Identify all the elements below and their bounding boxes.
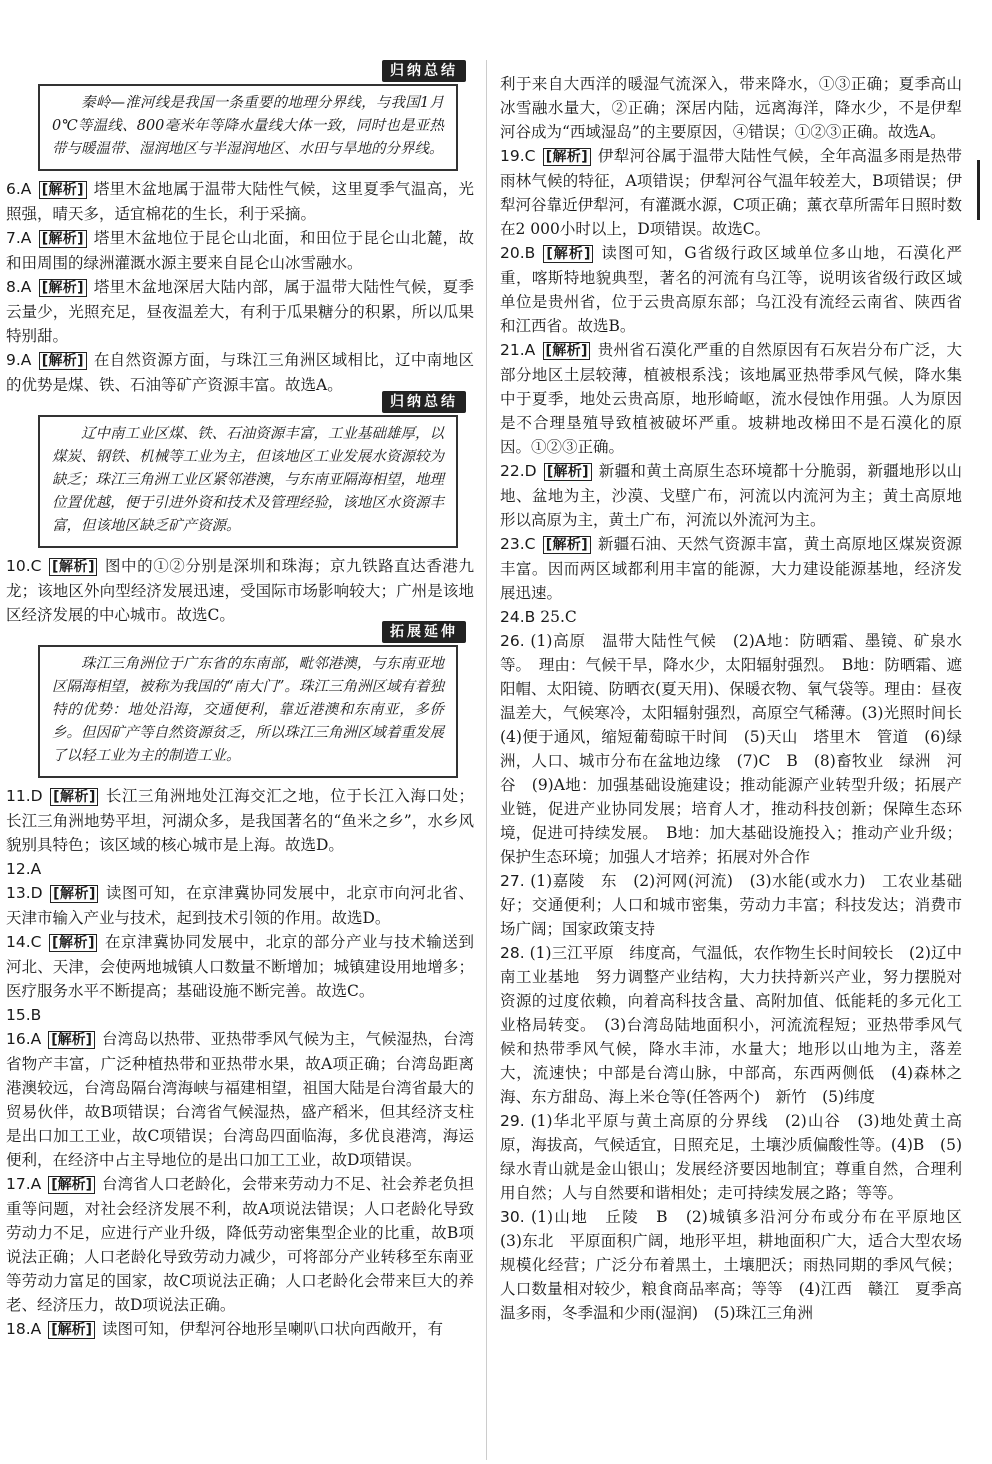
answer-number: 20.B (500, 244, 536, 262)
answer-entry (6, 784, 474, 857)
answer-text: 伊犁河谷属于温带大陆性气候，全年高温多雨是热带雨林气候的特征，A项错误；伊犁河谷气温年较差大，B项错误；伊犁河谷靠近伊犁河，有灌溉水源，C项正确；薰衣草所需年日照时数在2 000小时以上，D项错误。故选C。 (500, 147, 962, 238)
answer-text: 25.C (540, 608, 577, 626)
answer-number: 19.C (500, 147, 536, 165)
analysis-tag: [解析] (39, 181, 87, 199)
analysis-tag: [解析] (50, 885, 98, 903)
answer-list-a (6, 177, 474, 397)
answer-number: 12.A (6, 860, 42, 878)
box-text: 秦岭—淮河线是我国一条重要的地理分界线，与我国1月0℃等温线、800毫米年等降水量线大体一致，同时也是亚热带与暖温带、湿润地区与半湿润地区、水田与旱地的分界线。 (38, 84, 458, 171)
answer-text: 在京津冀协同发展中，北京的部分产业与技术输送到河北、天津，会使两地城镇人口数量不断增加；城镇建设用地增多；医疗服务水平不断提高；基础设施不断完善。故选C。 (6, 933, 474, 1000)
answer-list-c (6, 784, 474, 1342)
answer-entry (6, 1172, 474, 1317)
answer-entry (500, 72, 962, 144)
answer-text: 读图可知，在京津冀协同发展中，北京市向河北省、天津市输入产业与技术，起到技术引领的作用。故选D。 (6, 884, 475, 927)
answer-entry (500, 144, 962, 241)
answer-entry (6, 857, 474, 881)
left-column (6, 63, 475, 1342)
analysis-tag: [解析] (50, 788, 98, 806)
answer-text: 利于来自大西洋的暖湿气流深入，带来降水，①③正确；夏季高山冰雪融水量大，②正确；深居内陆，远离海洋，降水少，不是伊犁河谷成为“西域湿岛”的主要原因，④错误；①②③正确。故选A。 (500, 75, 962, 141)
answer-entry (6, 177, 474, 226)
analysis-tag: [解析] (543, 245, 593, 263)
answer-number: 11.D (6, 787, 43, 805)
answer-entry (6, 881, 474, 930)
answer-text: 图中的①②分别是深圳和珠海；京九铁路直达香港九龙；该地区外向型经济发展迅速，受国际市场影响较大；广州是该地区经济发展的中心城市。故选C。 (6, 557, 474, 624)
answer-entry (6, 275, 474, 348)
answer-entry (500, 241, 962, 338)
answer-number: 28. (500, 944, 525, 962)
box-heading: 归纳总结 (382, 391, 466, 413)
analysis-tag: [解析] (49, 934, 98, 952)
answer-entry (6, 348, 474, 397)
answer-entry (6, 1317, 474, 1342)
analysis-tag: [解析] (39, 279, 87, 297)
analysis-tag: [解析] (39, 352, 87, 370)
answer-entry (6, 1027, 474, 1172)
right-column (500, 72, 978, 1325)
answer-text: 长江三角洲地处江海交汇之地，位于长江入海口处；长江三角洲地势平坦，河湖众多，是我国著名的“鱼米之乡”，水乡风貌别具特色；该区域的核心城市是上海。故选D。 (6, 787, 475, 854)
answer-text: 塔里木盆地位于昆仑山北面，和田位于昆仑山北麓，故和田周围的绿洲灌溉水源主要来自昆仑山冰雪融水。 (6, 229, 474, 272)
box-heading: 拓展延伸 (382, 621, 466, 643)
answer-number: 30. (500, 1208, 525, 1226)
answer-entry (500, 941, 962, 1109)
analysis-tag: [解析] (48, 1176, 95, 1194)
analysis-tag: [解析] (543, 148, 591, 166)
answer-text: 新疆石油、天然气资源丰富，黄土高原地区煤炭资源丰富。因而两区域都利用丰富的能源，大力建设能源基地，经济发展迅速。 (500, 535, 962, 602)
analysis-tag: [解析] (48, 1321, 95, 1339)
answer-entry (6, 1003, 474, 1027)
answer-text: (1)山地 丘陵 B (2)城镇多沿河分布或分布在平原地区 (3)东北 平原面积广阔，地形平坦，耕地面积广大，适合大型农场规模化经营；广泛分布着黑土，土壤肥沃；雨热同期的季风气候；人口数量相对较少，粮食商品率高；等等 (4)江西 赣江 夏季高温多雨，冬季温和少雨(湿润) (5)珠江三角洲 (500, 1208, 978, 1322)
answer-number: 21.A (500, 341, 536, 359)
answer-number: 17.A (6, 1175, 42, 1193)
answer-text: 读图可知，G省级行政区域单位多山地，石漠化严重，喀斯特地貌典型，著名的河流有乌江等，说明该省级行政区域单位是贵州省，位于云贵高原东部；乌江没有流经云南省、陕西省和江西省。故选B。 (500, 244, 962, 335)
answer-text: 读图可知，伊犁河谷地形呈喇叭口状向西敞开，有 (101, 1320, 443, 1338)
analysis-tag: [解析] (48, 1031, 95, 1049)
answer-text: (1)嘉陵 东 (2)河网(河流) (3)水能(或水力) 工农业基础好；交通便利；人口和城市密集，劳动力丰富；科技发达；消费市场广阔；国家政策支持 (500, 872, 962, 938)
answer-number: 29. (500, 1112, 525, 1130)
answer-entry (500, 1205, 978, 1325)
answer-number: 26. (500, 632, 525, 650)
answer-number: 8.A (6, 278, 32, 296)
answer-entry (6, 554, 474, 627)
answer-number: 9.A (6, 351, 32, 369)
answer-text: 在自然资源方面，与珠江三角洲区域相比，辽中南地区的优势是煤、铁、石油等矿产资源丰富。故选A。 (6, 351, 474, 394)
answer-entry (500, 459, 962, 532)
answer-text: (1)三江平原 纬度高，气温低，农作物生长时间较长 (2)辽中南工业基地 努力调整产业结构，大力扶持新兴产业，努力摆脱对资源的过度依赖，向着高科技含量、高附加值、低能耗的多元化工业格局转变。 (3)台湾岛陆地面积小，河流流程短；亚热带季风气候和热带季风气候，降水丰沛，水量大；地形以山地为主，落差大，流速快；中部是台湾山脉，中部高，东西两侧低 (4)森林之海、东方甜岛、海上米仓等(任答两个) 新竹 (5)纬度 (500, 944, 962, 1106)
answer-text: 塔里木盆地属于温带大陆性气候，这里夏季气温高，光照强，晴天多，适宜棉花的生长，利于采摘。 (6, 180, 474, 223)
answer-entry (500, 1109, 962, 1205)
answer-entry (6, 226, 474, 275)
extension-box (38, 624, 458, 778)
answer-number: 7.A (6, 229, 32, 247)
answer-entry (500, 338, 962, 459)
answer-number: 16.A (6, 1030, 42, 1048)
answer-entry (6, 930, 474, 1003)
answer-text: 塔里木盆地深居大陆内部，属于温带大陆性气候，夏季云量少，光照充足，昼夜温差大，有利于瓜果糖分的积累，所以瓜果特别甜。 (6, 278, 474, 345)
answer-entry (500, 605, 962, 629)
box-text: 珠江三角洲位于广东省的东南部，毗邻港澳，与东南亚地区隔海相望，被称为我国的“南大门”。珠江三角洲区域有着独特的优势：地处沿海，交通便利，靠近港澳和东南亚，多侨乡。但因矿产等自然资源贫乏，所以珠江三角洲区域着重发展了以轻工业为主的制造工业。 (38, 645, 458, 778)
answer-entry (500, 532, 962, 605)
answer-number: 22.D (500, 462, 537, 480)
column-divider (486, 60, 487, 1460)
answer-number: 14.C (6, 933, 42, 951)
answer-text: (1)华北平原与黄土高原的分界线 (2)山谷 (3)地处黄土高原，海拔高，气候适宜，日照充足，土壤沙质偏酸性等。(4)B (5)绿水青山就是金山银山；发展经济要因地制宜；尊重自然，合理利用自然；人与自然要和谐相处；走可持续发展之路；等等。 (500, 1112, 962, 1202)
answer-number: 18.A (6, 1320, 42, 1338)
page-edge-mark (977, 160, 992, 220)
answer-number: 24.B (500, 608, 536, 626)
answer-text: 台湾岛以热带、亚热带季风气候为主，气候湿热，台湾省物产丰富，广泛种植热带和亚热带水果，故A项正确；台湾岛距离港澳较远，台湾岛隔台湾海峡与福建相望，祖国大陆是台湾省最大的贸易伙伴，故B项错误；台湾省气候湿热，盛产稻米，但其经济支柱是出口加工工业，故C项错误；台湾岛四面临海，多优良港湾，海运便利，在经济中占主导地位的是出口加工工业，故D项错误。 (6, 1030, 474, 1169)
box-heading: 归纳总结 (382, 60, 466, 82)
analysis-tag: [解析] (543, 342, 591, 360)
answer-text: 新疆和黄土高原生态环境都十分脆弱，新疆地形以山地、盆地为主，沙漠、戈壁广布，河流以内流河为主；黄土高原地形以高原为主，黄土广布，河流以外流河为主。 (500, 462, 962, 529)
answer-number: 10.C (6, 557, 42, 575)
analysis-tag: [解析] (49, 558, 98, 576)
answer-text: 贵州省石漠化严重的自然原因有石灰岩分布广泛，大部分地区土层较薄，植被根系浅；该地属亚热带季风气候，降水集中于夏季，地处云贵高原，地形崎岖，流水侵蚀作用强。人为原因是不合理垦殖导致植被破坏严重。坡耕地改梯田不是石漠化的原因。①②③正确。 (500, 341, 962, 456)
answer-number: 23.C (500, 535, 536, 553)
analysis-tag: [解析] (543, 536, 591, 554)
summary-box-1 (38, 63, 458, 171)
answer-number: 6.A (6, 180, 32, 198)
answer-list-b (6, 554, 474, 627)
answer-number: 13.D (6, 884, 43, 902)
answer-number: 15.B (6, 1006, 42, 1024)
answer-text: 台湾省人口老龄化，会带来劳动力不足、社会养老负担重等问题，对社会经济发展不利，故A项说法错误；人口老龄化导致劳动力不足，应进行产业升级，降低劳动密集型企业的比重，故B项说法正确；人口老龄化导致劳动力减少，可将部分产业转移至东南亚等劳动力富足的国家，故C项说法正确；人口老龄化会带来巨大的养老、经济压力，故D项说法正确。 (6, 1175, 474, 1314)
answer-entry (500, 629, 978, 869)
answer-number: 27. (500, 872, 525, 890)
answer-text: (1)高原 温带大陆性气候 (2)A地：防晒霜、墨镜、矿泉水等。 理由：气候干旱，降水少，太阳辐射强烈。 B地：防晒霜、遮阳帽、太阳镜、防晒衣(夏天用)、保暖衣物、氧气袋等。理由：昼夜温差大，气候寒冷，太阳辐射强烈，高原空气稀薄。(3)光照时间长 (4)便于通风，缩短葡萄晾干时间 (5)天山 塔里木 管道 (6)绿洲，人口、城市分布在盆地边缘 (7)C B (8)畜牧业 绿洲 河谷 (9)A地：加强基础设施建设；推动能源产业转型升级；拓展产业链，促进产业协同发展；培育人才，推动科技创新；保障生态环境，促进可持续发展。 B地：加大基础设施投入；推动产业升级；保护生态环境；加强人才培养；拓展对外合作 (500, 632, 978, 866)
box-text: 辽中南工业区煤、铁、石油资源丰富，工业基础雄厚，以煤炭、钢铁、机械等工业为主，但该地区工业发展水资源较为缺乏；珠江三角洲工业区紧邻港澳，与东南亚隔海相望，地理位置优越，便于引进外资和技术及管理经验，该地区水资源丰富，但该地区缺乏矿产资源。 (38, 415, 458, 548)
answer-entry (500, 869, 962, 941)
summary-box-2 (38, 394, 458, 548)
answer-list-right (500, 72, 978, 1325)
analysis-tag: [解析] (544, 463, 592, 481)
analysis-tag: [解析] (39, 230, 87, 248)
